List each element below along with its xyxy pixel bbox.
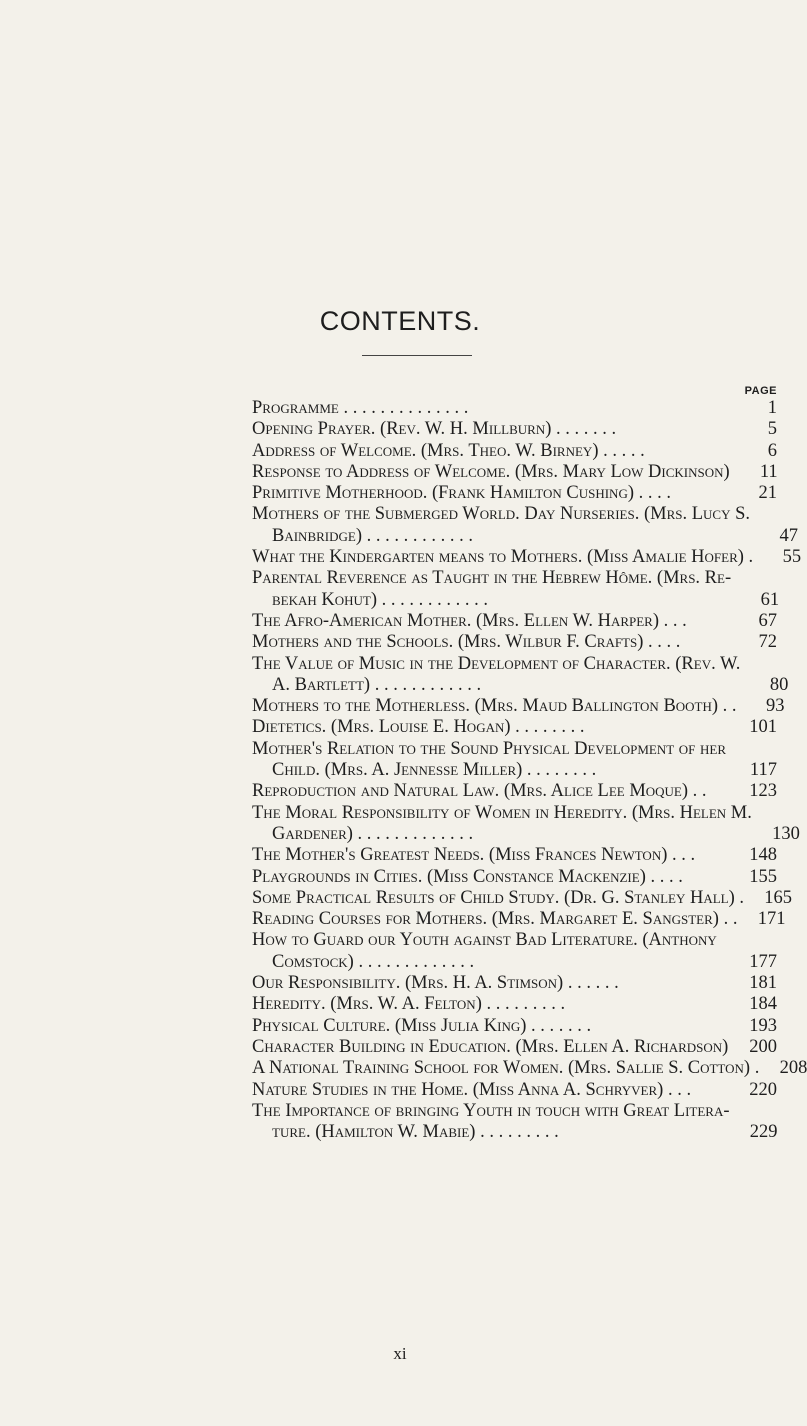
toc-entry-title [252, 654, 740, 697]
toc-entry-line: Mothers and the Schools. (Mrs. Wilbur F. Crafts) . . . . [252, 632, 681, 653]
toc-entry-line: Dietetics. (Mrs. Louise E. Hogan) . . . . . . . . [252, 717, 585, 738]
toc-entry-line: How to Guard our Youth against Bad Literature. (Anthony [252, 930, 717, 951]
toc-entry-title [252, 398, 729, 419]
toc-entry-title [252, 1101, 730, 1144]
toc-entry-title [252, 1037, 729, 1058]
toc-entry-title [252, 1016, 729, 1037]
toc-entry [252, 547, 802, 568]
toc-entry-page-number: 200 [749, 1036, 777, 1057]
toc-entry-page-number: 148 [749, 845, 777, 866]
toc-entry-continuation-line: ture. (Hamilton W. Mabie) . . . . . . . . . [272, 1122, 559, 1143]
toc-entry-title [252, 1080, 729, 1101]
toc-entry-page-number: 123 [749, 781, 777, 802]
toc-entry-line: Address of Welcome. (Mrs. Theo. W. Birney) . . . . . [252, 440, 645, 461]
toc-entry-page-number: 165 [764, 887, 793, 908]
toc-entry [252, 632, 777, 653]
toc-entry-title [252, 930, 729, 973]
toc-entry-line: The Moral Responsibility of Women in Heredity. (Mrs. Helen M. [252, 802, 752, 823]
toc-entry-line: The Afro-American Mother. (Mrs. Ellen W. Harper) . . . [252, 610, 687, 631]
toc-entry-page-number: 11 [759, 461, 778, 482]
toc-entry-continuation-line: bekah Kohut) . . . . . . . . . . . . [272, 589, 489, 610]
toc-entry-page-number: 101 [749, 717, 777, 738]
toc-entry-line: What the Kindergarten means to Mothers. (Miss Amalie Hofer) . [252, 547, 754, 568]
page-title: CONTENTS. [319, 306, 481, 336]
toc-entry-page-number: 21 [758, 483, 777, 504]
toc-entry [252, 398, 777, 419]
toc-entry-page-number: 93 [766, 696, 785, 717]
toc-entry [252, 867, 777, 888]
toc-entry-page-number: 117 [749, 760, 777, 781]
toc-entry [252, 611, 777, 632]
toc-entry [252, 1037, 777, 1058]
toc-entry-page-number: 184 [749, 994, 777, 1015]
toc-entry [252, 1058, 807, 1079]
toc-entry-page-number: 208 [779, 1058, 807, 1079]
toc-entry-title [252, 632, 729, 653]
toc-entry-continuation-line: Bainbridge) . . . . . . . . . . . . [272, 525, 473, 546]
toc-entry [252, 568, 780, 611]
toc-entry-title [252, 462, 730, 483]
toc-entry-title [252, 611, 729, 632]
table-of-contents [252, 398, 807, 1143]
toc-entry-page-number: 61 [760, 589, 780, 610]
toc-entry-title [252, 888, 744, 909]
toc-entry-page-number: 229 [749, 1122, 778, 1143]
toc-entry-line: Mother's Relation to the Sound Physical Development of her [252, 738, 727, 759]
toc-entry-title [252, 1058, 759, 1079]
toc-entry [252, 781, 777, 802]
toc-entry [252, 887, 793, 909]
toc-entry-line: Opening Prayer. (Rev. W. H. Millburn) . . . . . . . [252, 419, 617, 440]
toc-entry-line: Some Practical Results of Child Study. (Dr. G. Stanley Hall) . [252, 887, 745, 908]
toc-entry [252, 653, 789, 697]
toc-entry-line: The Value of Music in the Development of Character. (Rev. W. [252, 653, 741, 674]
toc-entry-page-number: 220 [749, 1079, 777, 1100]
toc-entry-line: Physical Culture. (Miss Julia King) . . . . . . . [252, 1015, 592, 1036]
toc-entry-page-number: 72 [758, 632, 777, 653]
toc-entry-title [252, 994, 729, 1015]
toc-entry-page-number: 193 [749, 1015, 777, 1036]
toc-entry-page-number: 5 [767, 419, 777, 440]
toc-entry-continuation-line: Comstock) . . . . . . . . . . . . . [272, 951, 475, 972]
toc-entry-page-number: 80 [769, 674, 789, 695]
toc-entry-page-number: 67 [758, 610, 777, 631]
toc-entry-title [252, 696, 737, 717]
toc-entry-line: Parental Reverence as Taught in the Hebrew Hôme. (Mrs. Re- [252, 568, 732, 589]
toc-entry-page-number: 155 [749, 866, 777, 887]
toc-entry-continuation-line: A. Bartlett) . . . . . . . . . . . . [272, 674, 482, 695]
toc-entry [252, 504, 799, 547]
toc-entry [252, 802, 800, 846]
toc-entry [252, 1080, 777, 1101]
toc-entry-page-number: 177 [749, 951, 777, 972]
toc-entry [252, 739, 777, 782]
toc-entry-line: Mothers of the Submerged World. Day Nurseries. (Mrs. Lucy S. [252, 504, 751, 525]
toc-entry-line: Nature Studies in the Home. (Miss Anna A. Schryver) . . . [252, 1079, 692, 1100]
toc-entry [252, 845, 777, 866]
toc-entry-page-number: 130 [772, 823, 800, 844]
toc-entry-title [252, 867, 729, 888]
toc-entry [252, 994, 777, 1015]
toc-entry-line: Playgrounds in Cities. (Miss Constance Mackenzie) . . . . [252, 866, 683, 887]
toc-entry [252, 973, 777, 994]
toc-entry-page-number: 55 [782, 547, 802, 568]
toc-entry-line: A National Training School for Women. (Mrs. Sallie S. Cotton) . [252, 1058, 760, 1079]
toc-entry [252, 1101, 777, 1144]
toc-entry-title [252, 909, 737, 930]
toc-entry [252, 462, 777, 483]
toc-entry-continuation-line: Gardener) . . . . . . . . . . . . . [272, 823, 474, 844]
toc-entry-line: Mothers to the Motherless. (Mrs. Maud Ballington Booth) . . [252, 696, 737, 717]
toc-entry [252, 1016, 777, 1037]
toc-entry [252, 696, 785, 717]
toc-entry-line: Response to Address of Welcome. (Mrs. Mary Low Dickinson) [252, 461, 730, 482]
toc-entry [252, 419, 777, 440]
toc-entry [252, 483, 777, 504]
title-rule [362, 355, 472, 356]
toc-entry-continuation-line: Child. (Mrs. A. Jennesse Miller) . . . . . . . . [272, 760, 597, 781]
page-column-header: PAGE [744, 385, 777, 397]
toc-entry-line: Reproduction and Natural Law. (Mrs. Alice Lee Moque) . . [252, 781, 707, 802]
toc-entry-title [252, 781, 729, 802]
toc-entry-page-number: 1 [767, 398, 777, 418]
page-folio: xi [393, 1344, 407, 1363]
toc-entry [252, 717, 777, 738]
toc-entry-title [252, 441, 729, 462]
toc-entry-title [252, 717, 729, 738]
toc-entry-line: Programme . . . . . . . . . . . . . . [252, 398, 469, 418]
toc-entry-line: Character Building in Education. (Mrs. Ellen A. Richardson) [252, 1036, 729, 1057]
toc-entry-page-number: 6 [767, 440, 777, 461]
toc-entry-line: Primitive Motherhood. (Frank Hamilton Cushing) . . . . [252, 483, 671, 504]
toc-entry-title [252, 568, 731, 611]
toc-entry-title [252, 845, 729, 866]
toc-entry-title [252, 547, 753, 568]
toc-entry-title [252, 483, 729, 504]
toc-entry [252, 441, 777, 462]
toc-entry [252, 909, 786, 930]
toc-entry-line: Heredity. (Mrs. W. A. Felton) . . . . . . . . . [252, 994, 566, 1015]
toc-entry-line: Reading Courses for Mothers. (Mrs. Margaret E. Sangster) . . [252, 909, 738, 930]
toc-entry-title [252, 739, 729, 782]
toc-entry-line: The Importance of bringing Youth in touch with Great Litera- [252, 1100, 730, 1121]
toc-entry [252, 930, 777, 973]
toc-entry-title [252, 504, 750, 547]
toc-entry-line: Our Responsibility. (Mrs. H. A. Stimson) . . . . . . [252, 973, 619, 994]
toc-entry-page-number: 47 [779, 525, 799, 546]
toc-entry-title [252, 973, 729, 994]
toc-entry-title [252, 803, 752, 846]
toc-entry-title [252, 419, 729, 440]
toc-entry-page-number: 171 [757, 909, 786, 930]
toc-entry-line: The Mother's Greatest Needs. (Miss Frances Newton) . . . [252, 845, 696, 866]
toc-entry-page-number: 181 [749, 973, 777, 994]
